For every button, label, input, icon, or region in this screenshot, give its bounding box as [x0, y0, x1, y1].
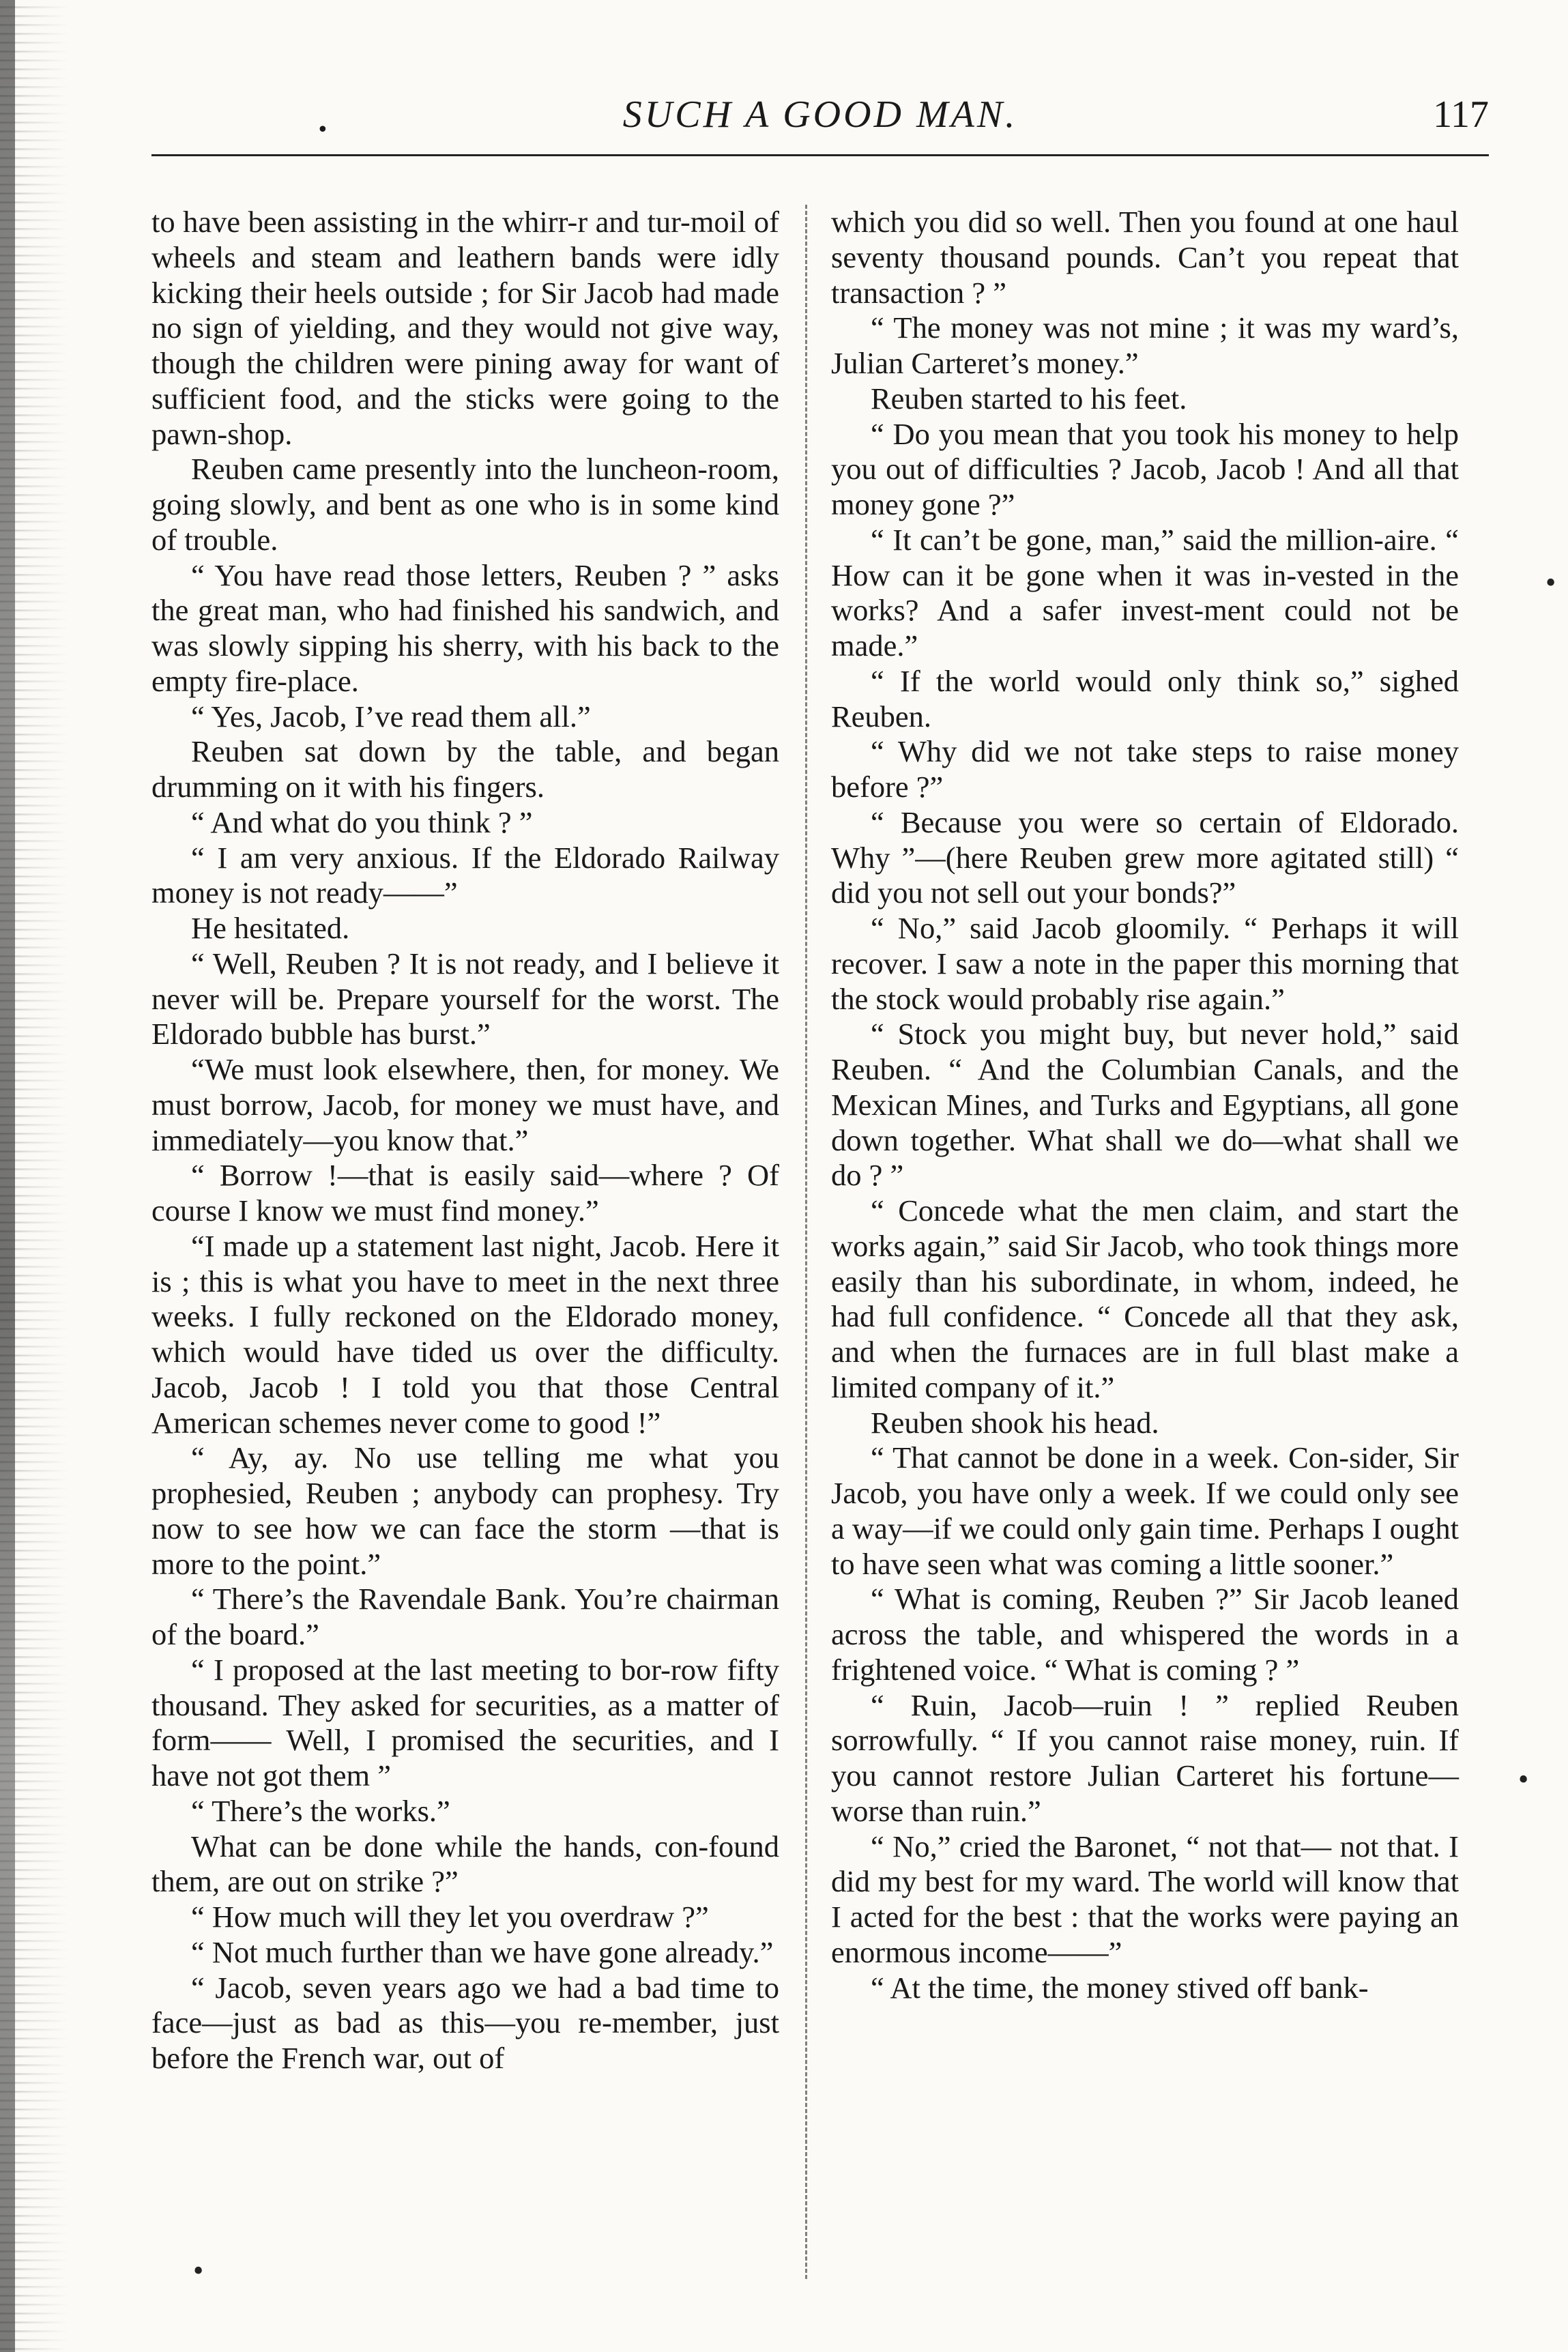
header-ornament-dot: • — [317, 118, 329, 142]
header-rule — [151, 154, 1489, 156]
page-header — [151, 87, 1489, 142]
paragraph: which you did so well. Then you found at one haul seventy thousand pounds. Can’t you repeat that transaction ? ” — [831, 205, 1459, 310]
margin-speck: • — [191, 2258, 206, 2286]
paragraph: to have been assisting in the whirr-r and tur-moil of wheels and steam and leathern bands were idly kicking their heels outside ; for Sir Jacob had made no sign of yielding, and they would not give way, though the children were pining away for want of sufficient food, and the sticks were going to the pawn-shop. — [151, 205, 779, 451]
paragraph: “ How much will they let you overdraw ?” — [191, 1900, 709, 1934]
paragraph: “ If the world would only think so,” sighed Reuben. — [831, 663, 1459, 734]
column-divider — [805, 205, 807, 2279]
paragraph: “I made up a statement last night, Jacob. Here it is ; this is what you have to meet in the next three weeks. I fully reckoned on the Eldorado money, which would have tided us over the difficulty. Jacob, Jacob ! I told you that those Central American schemes never come to good !” — [151, 1228, 779, 1440]
paragraph: Reuben shook his head. — [871, 1405, 1159, 1440]
paragraph: “ Why did we not take steps to raise money before ?” — [831, 734, 1459, 804]
paragraph: “ There’s the works.” — [191, 1793, 450, 1828]
margin-speck: • — [1543, 570, 1558, 598]
paragraph: What can be done while the hands, con-found them, are out on strike ?” — [151, 1829, 779, 1899]
paragraph: “ At the time, the money stived off bank- — [871, 1970, 1369, 2005]
paragraph: “ You have read those letters, Reuben ? ” asks the great man, who had finished his sandwich, and was slowly sipping his sherry, with his back to the empty fire-place. — [151, 557, 779, 698]
paragraph: “ Yes, Jacob, I’ve read them all.” — [191, 699, 591, 734]
paragraph: “ That cannot be done in a week. Con-sider, Sir Jacob, you have only a week. If we could only see a way—if we could only gain time. Perhaps I ought to have seen what was coming a little sooner.” — [831, 1440, 1459, 1581]
paragraph: “ And what do you think ? ” — [191, 804, 533, 839]
paragraph: “We must look elsewhere, then, for money. We must borrow, Jacob, for money we must have, and immediately—you know that.” — [151, 1052, 779, 1157]
paragraph: “ Do you mean that you took his money to help you out of difficulties ? Jacob, Jacob ! And all that money gone ?” — [831, 416, 1459, 521]
paragraph: “ Not much further than we have gone already.” — [191, 1934, 774, 1969]
paragraph: “ Ruin, Jacob—ruin ! ” replied Reuben sorrowfully. “ If you cannot raise money, ruin. If you cannot restore Julian Carteret his fortune—worse than ruin.” — [831, 1687, 1459, 1828]
paragraph: “ It can’t be gone, man,” said the million-aire. “ How can it be gone when it was in-vested in the works? And a safer invest-ment could not be made.” — [831, 522, 1459, 663]
right-text-column — [831, 205, 1459, 2005]
paragraph: Reuben came presently into the luncheon-room, going slowly, and bent as one who is in some kind of trouble. — [151, 452, 779, 557]
paragraph: “ I proposed at the last meeting to bor-row fifty thousand. They asked for securities, as a matter of form—— Well, I promised the securities, and I have not got them ” — [151, 1652, 779, 1792]
paragraph: Reuben sat down by the table, and began drumming on it with his fingers. — [151, 734, 779, 804]
paragraph: “ Borrow !—that is easily said—where ? Of course I know we must find money.” — [151, 1158, 779, 1228]
running-title: SUCH A GOOD MAN. — [622, 93, 1018, 136]
paragraph: “ The money was not mine ; it was my ward’s, Julian Carteret’s money.” — [831, 310, 1459, 380]
paragraph: “ I am very anxious. If the Eldorado Railway money is not ready——” — [151, 840, 779, 910]
paragraph: “ Ay, ay. No use telling me what you prophesied, Reuben ; anybody can prophesy. Try now to see how we can face the storm —that is more to the point.” — [151, 1440, 779, 1581]
paragraph: “ There’s the Ravendale Bank. You’re chairman of the board.” — [151, 1582, 779, 1651]
paragraph: “ No,” said Jacob gloomily. “ Perhaps it will recover. I saw a note in the paper this morning that the stock would probably rise again.” — [831, 911, 1459, 1016]
paragraph: “ Jacob, seven years ago we had a bad time to face—just as bad as this—you re-member, just before the French war, out of — [151, 1970, 779, 2075]
paragraph: “ Stock you might buy, but never hold,” said Reuben. “ And the Columbian Canals, and the Mexican Mines, and Turks and Egyptians, all gone down together. What shall we do—what shall we do ? ” — [831, 1017, 1459, 1193]
left-text-column — [151, 205, 779, 2076]
book-binding-edge — [0, 0, 15, 2352]
paragraph: “ Because you were so certain of Eldorado. Why ”—(here Reuben grew more agitated still) “ did you not sell out your bonds?” — [831, 804, 1459, 910]
page-number: 117 — [1433, 93, 1489, 136]
paragraph: “ No,” cried the Baronet, “ not that— not that. I did my best for my ward. The world will know that I acted for the best : that the works were paying an enormous income——” — [831, 1829, 1459, 1969]
paragraph: Reuben started to his feet. — [871, 381, 1187, 416]
paragraph: “ Concede what the men claim, and start the works again,” said Sir Jacob, who took things more easily than his subordinate, in whom, indeed, he had full confidence. “ Concede all that they ask, and when the furnaces are in full blast make a limited company of it.” — [831, 1193, 1459, 1404]
paragraph: “ Well, Reuben ? It is not ready, and I believe it never will be. Prepare yourself for the worst. The Eldorado bubble has burst.” — [151, 946, 779, 1051]
paragraph: “ What is coming, Reuben ?” Sir Jacob leaned across the table, and whispered the words in a frightened voice. “ What is coming ? ” — [831, 1582, 1459, 1687]
paragraph: He hesitated. — [191, 911, 350, 945]
margin-speck: • — [1516, 1767, 1531, 1795]
